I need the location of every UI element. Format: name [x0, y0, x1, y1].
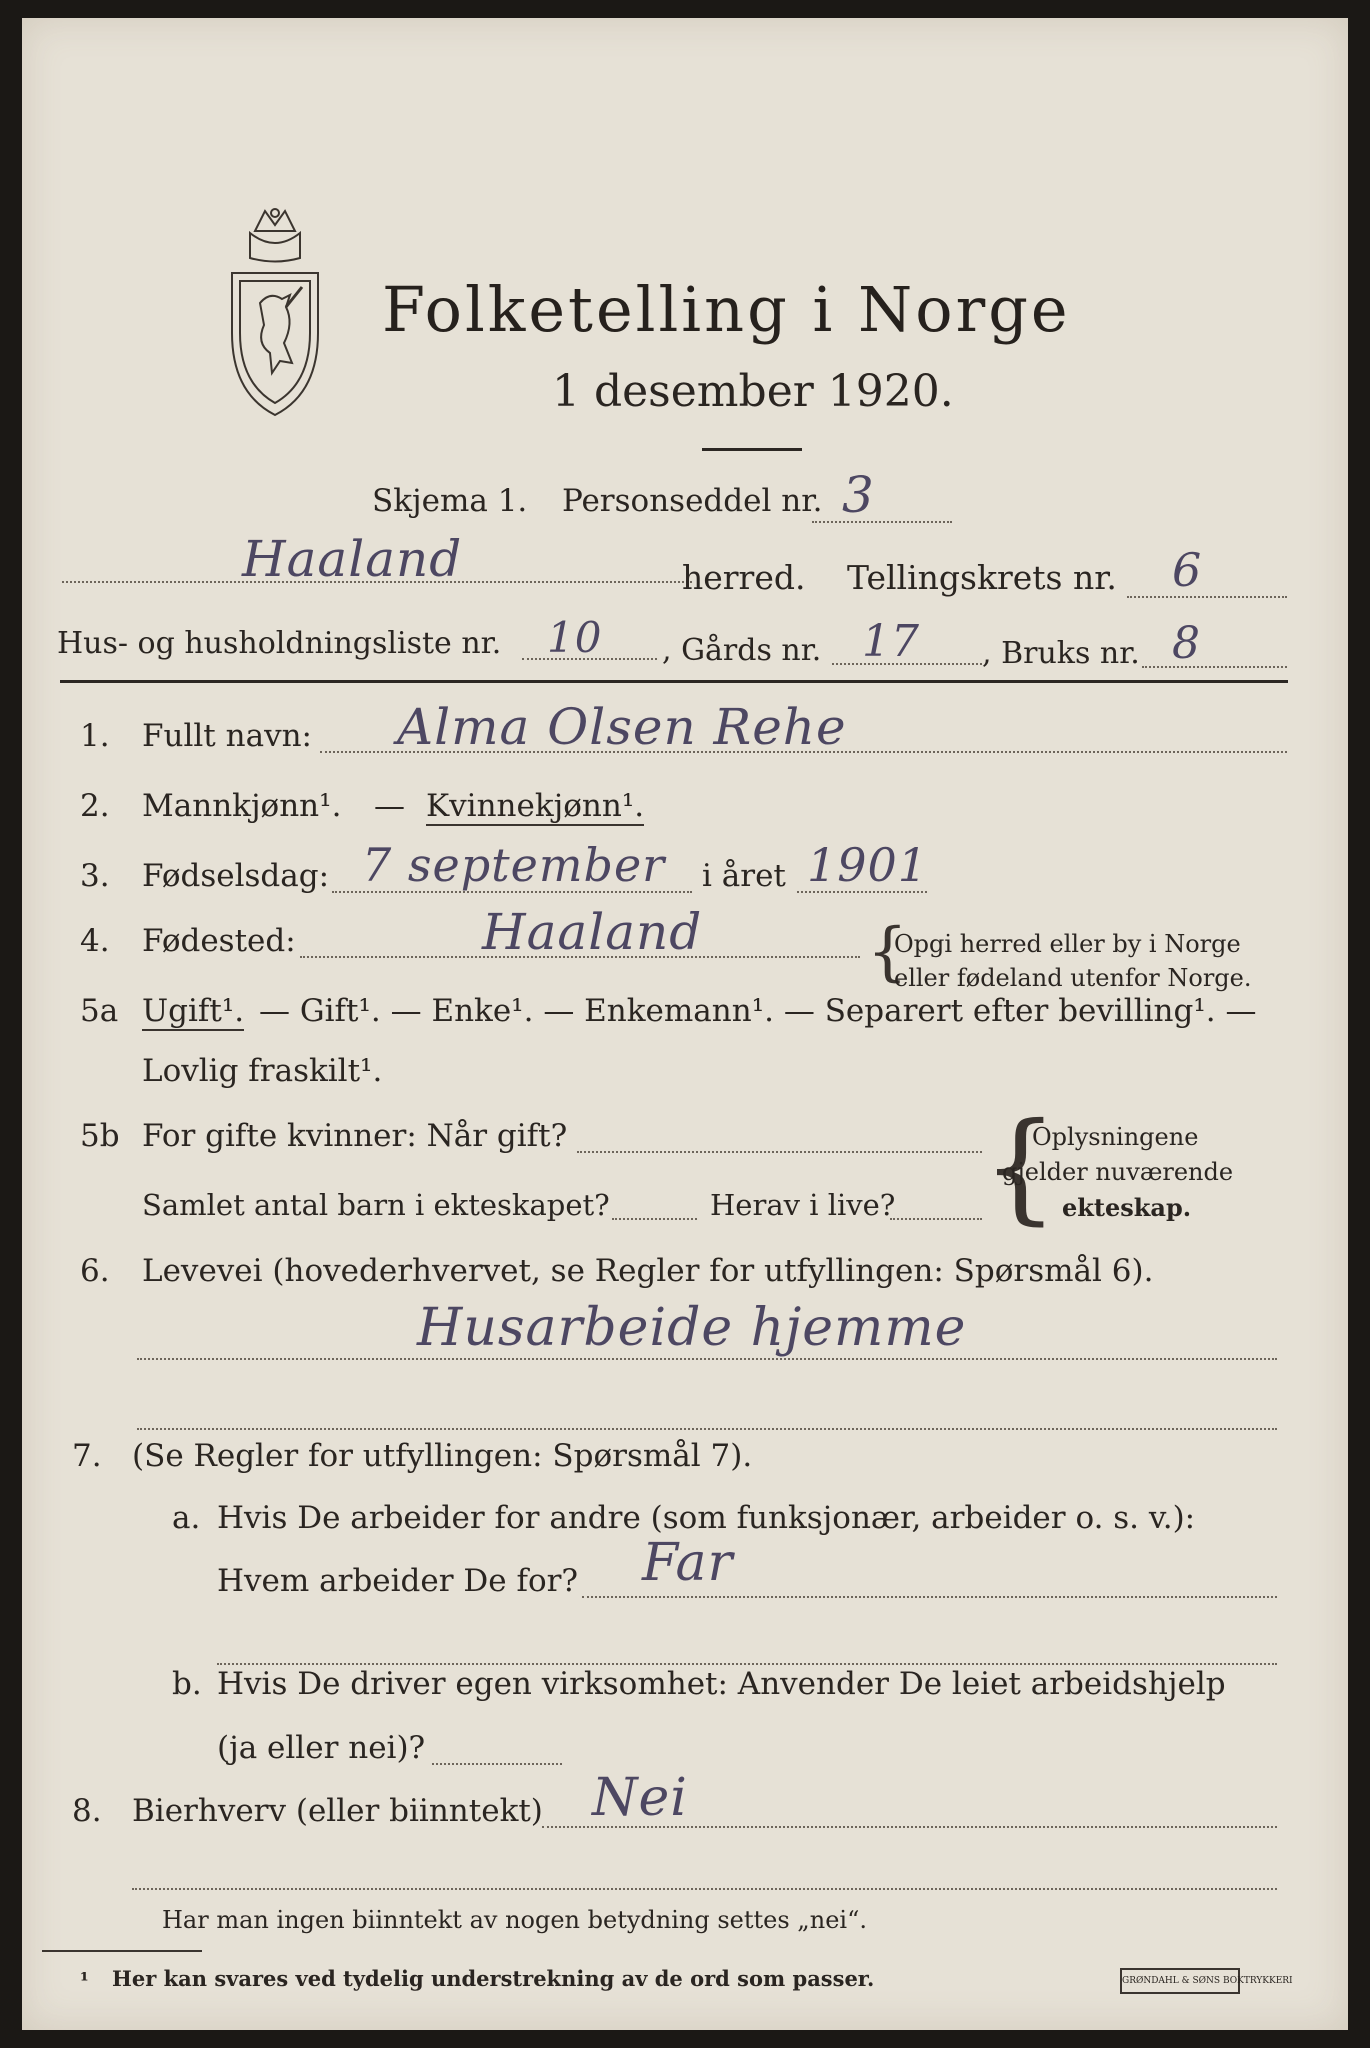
tellingskrets-label: Tellingskrets nr.	[847, 558, 1117, 597]
personseddel-line	[812, 521, 952, 523]
q7-number: 7.	[72, 1438, 102, 1474]
tellingskrets-line	[1127, 596, 1287, 598]
q4-label: Fødested:	[142, 923, 296, 959]
q6-label: Levevei (hovederhvervet, se Regler for utfyllingen: Spørsmål 6).	[142, 1253, 1154, 1289]
footnote-mark: ¹	[80, 1968, 89, 1992]
q4-note-2: eller fødeland utenfor Norge.	[894, 964, 1252, 992]
footnote-text: Her kan svares ved tydelig understrekning av de ord som passer.	[112, 1966, 875, 1991]
q3-number: 3.	[80, 858, 110, 894]
q7a-label-2: Hvem arbeider De for?	[217, 1563, 579, 1599]
bruks-line	[1142, 666, 1287, 668]
q5b-label-1: For gifte kvinner: Når gift?	[142, 1118, 568, 1154]
q7b-line	[432, 1763, 562, 1765]
q4-note-1: Opgi herred eller by i Norge	[894, 930, 1241, 958]
q4-value: Haaland	[482, 903, 703, 961]
q5b-label-2: Samlet antal barn i ekteskapet?	[142, 1188, 610, 1222]
herred-label: herred.	[682, 558, 806, 597]
bruks-value: 8	[1172, 618, 1201, 669]
bruks-label: , Bruks nr.	[982, 636, 1140, 671]
q5b-brace: {	[982, 1098, 1059, 1237]
q7a-label-1: Hvis De arbeider for andre (som funksjonær, arbeider o. s. v.):	[217, 1500, 1196, 1536]
page-subtitle: 1 desember 1920.	[552, 366, 954, 417]
gards-label: , Gårds nr.	[662, 633, 822, 668]
q7-label: (Se Regler for utfyllingen: Spørsmål 7).	[132, 1438, 753, 1474]
q7a-line-1	[582, 1596, 1277, 1598]
personseddel-label: Personseddel nr.	[562, 483, 823, 519]
q1-value: Alma Olsen Rehe	[397, 698, 847, 756]
gards-value: 17	[862, 616, 920, 667]
title-divider	[702, 448, 802, 451]
q7a-line-2	[217, 1663, 1277, 1665]
q2-number: 2.	[80, 788, 110, 824]
q8-number: 8.	[72, 1793, 102, 1829]
census-form-page	[22, 18, 1348, 2030]
q4-number: 4.	[80, 923, 110, 959]
herred-value: Haaland	[242, 530, 463, 588]
page-title: Folketelling i Norge	[382, 273, 1071, 346]
q2-sep: —	[374, 788, 405, 824]
q8-value: Nei	[592, 1768, 688, 1828]
footer-note: Har man ingen biinntekt av nogen betydning settes „nei“.	[162, 1906, 867, 1934]
hus-value: 10	[547, 613, 603, 662]
q1-label: Fullt navn:	[142, 718, 312, 754]
q5b-note-1: Oplysningene	[1032, 1123, 1199, 1151]
q3-value: 7 september	[362, 838, 666, 892]
q3-label: Fødselsdag:	[142, 858, 330, 894]
q5b-line-2	[612, 1218, 697, 1220]
norwegian-coat-of-arms-icon	[220, 203, 330, 423]
footnote-rule	[42, 1950, 202, 1952]
q5b-note-3: ekteskap.	[1062, 1193, 1192, 1222]
q5a-number: 5a	[80, 993, 119, 1029]
q5b-note-2: gjelder nuværende	[1002, 1158, 1234, 1186]
q5a-options: — Gift¹. — Enke¹. — Enkemann¹. — Separert efter bevilling¹. —	[259, 993, 1257, 1029]
q2-male: Mannkjønn¹.	[142, 788, 342, 824]
q6-line-2	[137, 1428, 1277, 1430]
q5a-ugift: Ugift¹.	[142, 993, 245, 1029]
skjema-label: Skjema 1.	[372, 483, 528, 519]
tellingskrets-value: 6	[1172, 543, 1203, 597]
q5b-line-3	[890, 1218, 982, 1220]
q5b-line-1	[577, 1151, 982, 1153]
personseddel-value: 3	[842, 466, 875, 524]
q1-number: 1.	[80, 718, 110, 754]
q7a-value: Far	[642, 1533, 734, 1593]
hus-label: Hus- og husholdningsliste nr.	[57, 626, 502, 661]
q3-year-value: 1901	[807, 838, 929, 892]
q6-line-1	[137, 1358, 1277, 1360]
q4-brace: {	[867, 915, 908, 989]
q8-label: Bierhverv (eller biinntekt)	[132, 1793, 543, 1829]
q2-female: Kvinnekjønn¹.	[426, 788, 645, 824]
q7a-number: a.	[172, 1500, 201, 1536]
q5b-label-3: Herav i live?	[710, 1188, 896, 1222]
q7b-number: b.	[172, 1666, 202, 1702]
q6-number: 6.	[80, 1253, 110, 1289]
q5b-number: 5b	[80, 1118, 120, 1154]
q7b-label-2: (ja eller nei)?	[217, 1730, 426, 1766]
q6-value: Husarbeide hjemme	[417, 1298, 967, 1358]
q8-line-2	[132, 1888, 1277, 1890]
q3-year-label: i året	[702, 858, 786, 894]
q7b-label-1: Hvis De driver egen virksomhet: Anvender De leiet arbeidshjelp	[217, 1666, 1226, 1702]
printer-stamp: GRØNDAHL & SØNS BOKTRYKKERI	[1120, 1968, 1240, 1994]
q5a-line2: Lovlig fraskilt¹.	[142, 1053, 383, 1089]
header-rule	[60, 680, 1288, 683]
